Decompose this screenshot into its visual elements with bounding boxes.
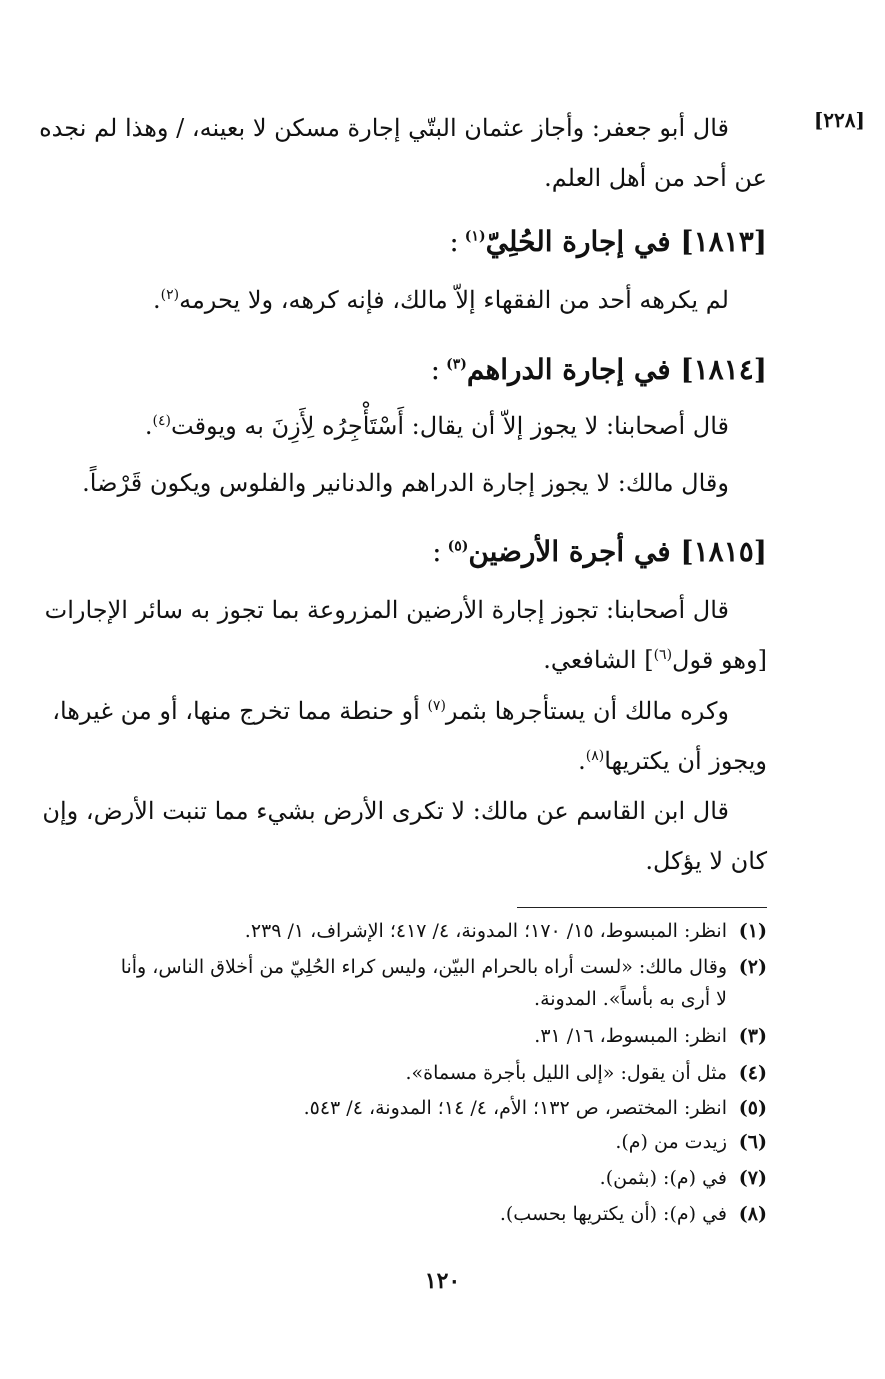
heading-colon: : — [432, 535, 442, 568]
footnote-text: في (م): (بثمن). — [599, 1167, 727, 1189]
heading-number: [١٨١٣] — [680, 225, 767, 258]
footnote-text: في (م): (أن يكتريها بحسب). — [499, 1203, 727, 1225]
footnote-ref: (٨) — [585, 748, 605, 764]
footnote-number: (٤) — [738, 1062, 767, 1084]
footnote-text: انظر: المختصر، ص ١٣٢؛ الأم، ٤/ ١٤؛ المدونة، ٤/ ٥٤٣. — [303, 1097, 727, 1119]
section-1815-paragraph-1 — [22, 585, 767, 685]
footnote-number: (٥) — [738, 1097, 767, 1119]
footnote-text: زيدت من (م). — [615, 1131, 727, 1153]
footnote-number: (٣) — [738, 1025, 767, 1047]
heading-colon: : — [449, 225, 459, 258]
heading-title: في إجارة الحُلِيّ — [485, 225, 671, 258]
section-1813-paragraph — [22, 283, 767, 317]
footnote-ref: (٤) — [152, 413, 172, 429]
heading-number: [١٨١٥] — [680, 535, 767, 568]
footnote-text: مثل أن يقول: «إلى الليل بأجرة مسماة». — [405, 1062, 727, 1084]
intro-line-2: عن أحد من أهل العلم. — [544, 164, 767, 192]
paragraph-line-2: كان لا يؤكل. — [645, 847, 767, 875]
section-heading-1813 — [22, 222, 767, 262]
section-1815-paragraph-2 — [22, 686, 767, 786]
footnote-3 — [22, 1020, 767, 1052]
line-text-start: ويجوز أن يكتريها — [604, 747, 767, 775]
section-heading-1814 — [22, 350, 767, 390]
paragraph-text: وقال مالك: لا يجوز إجارة الدراهم والدنانير والفلوس ويكون قَرْضاً. — [82, 469, 729, 497]
line-text-end: أو حنطة مما تخرج منها، أو من غيرها، — [52, 697, 428, 725]
footnote-5 — [22, 1092, 767, 1124]
footnote-4 — [22, 1057, 767, 1089]
footnote-2 — [22, 951, 767, 1015]
page-number: ١٢٠ — [424, 1268, 461, 1294]
line-text-end: ] الشافعي. — [543, 646, 654, 674]
footnote-ref: (٢) — [160, 287, 180, 303]
section-1815-paragraph-3 — [22, 786, 767, 886]
line-text-start: [وهو قول — [672, 646, 767, 674]
paragraph-line-1: قال ابن القاسم عن مالك: لا تكرى الأرض بشيء مما تنبت الأرض، وإن — [42, 797, 729, 825]
paragraph-line-2 — [22, 736, 767, 786]
footnote-number: (٢) — [738, 956, 767, 978]
intro-line-1: قال أبو جعفر: وأجاز عثمان البتّي إجارة مسكن لا بعينه، / وهذا لم نجده — [39, 114, 729, 142]
section-1814-paragraph-1 — [22, 409, 767, 443]
footnote-text: وقال مالك: «لست أراه بالحرام البيّن، وليس كراء الحُلِيّ من أخلاق الناس، وأنا — [120, 956, 727, 978]
heading-number: [١٨١٤] — [680, 353, 767, 386]
footnote-6 — [22, 1126, 767, 1158]
footnote-ref: (٥) — [447, 538, 469, 555]
footnote-number: (١) — [738, 920, 767, 942]
footnote-ref: (٧) — [427, 698, 446, 714]
footnote-8 — [22, 1198, 767, 1230]
manuscript-page-ref: [٢٢٨] — [813, 108, 865, 132]
footnote-7 — [22, 1162, 767, 1194]
footnote-1 — [22, 915, 767, 947]
paragraph-end: . — [152, 286, 161, 314]
footnote-text: انظر: المبسوط، ١٦/ ٣١. — [534, 1025, 727, 1047]
intro-paragraph — [22, 103, 767, 203]
paragraph-line-1 — [22, 686, 767, 736]
footnote-number: (٦) — [738, 1131, 767, 1153]
heading-colon: : — [430, 353, 441, 386]
footnote-number: (٨) — [738, 1203, 767, 1225]
footnote-number: (٧) — [738, 1167, 767, 1189]
section-1814-paragraph-2 — [22, 466, 767, 500]
paragraph-text: لم يكرهه أحد من الفقهاء إلاّ مالك، فإنه كرهه، ولا يحرمه — [179, 286, 729, 314]
footnote-text: انظر: المبسوط، ١٥/ ١٧٠؛ المدونة، ٤/ ٤١٧؛ الإشراف، ١/ ٢٣٩. — [244, 920, 727, 942]
footnote-ref: (١) — [464, 228, 486, 245]
paragraph-line-1: قال أصحابنا: تجوز إجارة الأرضين المزروعة بما تجوز به سائر الإجارات — [44, 596, 729, 624]
heading-title: في أجرة الأرضين — [468, 535, 671, 568]
footnote-separator — [517, 907, 767, 908]
paragraph-line-2 — [22, 635, 767, 685]
footnote-ref: (٦) — [653, 647, 673, 663]
heading-title: في إجارة الدراهم — [466, 353, 671, 386]
paragraph-text: قال أصحابنا: لا يجوز إلاّ أن يقال: أَسْتَأْجِرُه لِأَزِنَ به ويوقت — [171, 412, 729, 440]
line-text-start: وكره مالك أن يستأجرها بثمر — [445, 697, 729, 725]
footnote-ref: (٣) — [446, 356, 467, 373]
section-heading-1815 — [22, 532, 767, 572]
paragraph-end: . — [144, 412, 153, 440]
footnote-text-continued: لا أرى به بأساً». المدونة. — [534, 988, 727, 1010]
line-text-end: . — [578, 747, 586, 775]
